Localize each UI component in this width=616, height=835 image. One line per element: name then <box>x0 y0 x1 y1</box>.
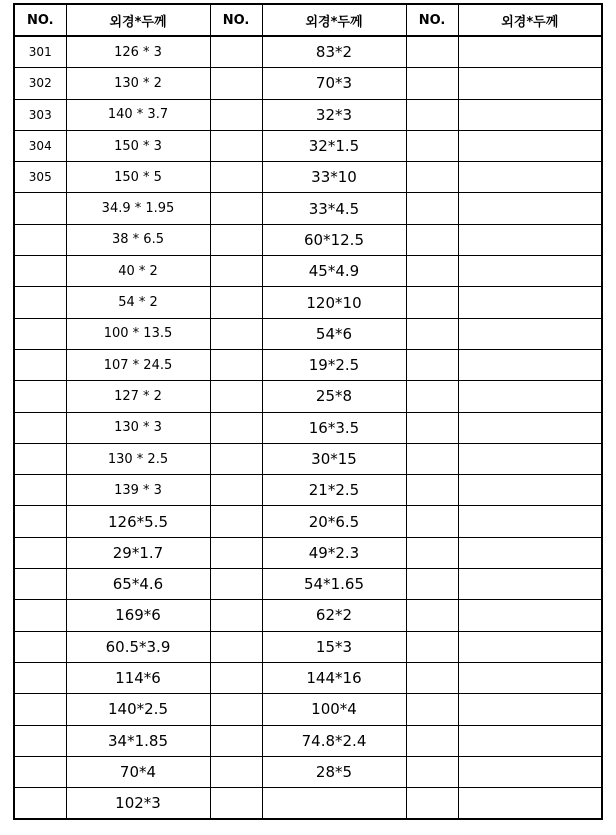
no-cell-2 <box>210 600 262 631</box>
no-cell-2 <box>210 631 262 662</box>
size-cell: 126*5.5 <box>66 506 210 537</box>
size-cell-3 <box>458 537 602 568</box>
size-cell-3 <box>458 381 602 412</box>
table-row <box>14 412 602 443</box>
size-cell-2: 30*15 <box>262 443 406 474</box>
no-cell-2 <box>210 694 262 725</box>
size-cell-2: 49*2.3 <box>262 537 406 568</box>
size-cell-2: 19*2.5 <box>262 349 406 380</box>
table-row <box>14 193 602 224</box>
size-cell: 140 * 3.7 <box>66 99 210 130</box>
size-cell-3 <box>458 99 602 130</box>
no-cell-3 <box>406 694 458 725</box>
table-row <box>14 349 602 380</box>
size-cell-3 <box>458 318 602 349</box>
table-row <box>14 381 602 412</box>
no-cell <box>14 193 66 224</box>
no-cell-2 <box>210 287 262 318</box>
size-cell-3 <box>458 756 602 787</box>
no-cell-3 <box>406 443 458 474</box>
table-row <box>14 224 602 255</box>
size-cell-2: 62*2 <box>262 600 406 631</box>
header-row <box>14 4 602 36</box>
size-cell-3 <box>458 694 602 725</box>
no-cell <box>14 349 66 380</box>
no-cell-3 <box>406 318 458 349</box>
no-cell-3 <box>406 600 458 631</box>
size-cell-2: 21*2.5 <box>262 475 406 506</box>
table-row <box>14 537 602 568</box>
size-cell-3 <box>458 662 602 693</box>
size-cell: 140*2.5 <box>66 694 210 725</box>
table-row <box>14 36 602 68</box>
no-cell <box>14 694 66 725</box>
no-cell-2 <box>210 381 262 412</box>
no-cell-2 <box>210 99 262 130</box>
no-cell: 305 <box>14 162 66 193</box>
size-cell: 34*1.85 <box>66 725 210 756</box>
spec-table-sheet <box>13 3 601 820</box>
size-cell-3 <box>458 475 602 506</box>
table-row <box>14 662 602 693</box>
header-size-2: 외경*두께 <box>262 4 406 36</box>
size-cell: 169*6 <box>66 600 210 631</box>
no-cell: 302 <box>14 68 66 99</box>
no-cell-3 <box>406 99 458 130</box>
table-row <box>14 694 602 725</box>
header-no-1: NO. <box>14 4 66 36</box>
no-cell-3 <box>406 756 458 787</box>
size-cell-2: 32*1.5 <box>262 130 406 161</box>
size-cell: 107 * 24.5 <box>66 349 210 380</box>
no-cell-2 <box>210 68 262 99</box>
size-cell-3 <box>458 631 602 662</box>
no-cell-3 <box>406 381 458 412</box>
table-row <box>14 756 602 787</box>
table-body <box>14 36 602 819</box>
size-cell-3 <box>458 725 602 756</box>
no-cell-3 <box>406 36 458 68</box>
no-cell-2 <box>210 412 262 443</box>
size-cell: 54 * 2 <box>66 287 210 318</box>
no-cell-3 <box>406 287 458 318</box>
size-cell: 38 * 6.5 <box>66 224 210 255</box>
no-cell-3 <box>406 631 458 662</box>
size-cell: 65*4.6 <box>66 569 210 600</box>
size-cell: 130 * 2 <box>66 68 210 99</box>
no-cell-3 <box>406 68 458 99</box>
header-no-3: NO. <box>406 4 458 36</box>
no-cell <box>14 788 66 820</box>
size-cell-2: 144*16 <box>262 662 406 693</box>
size-cell-2: 70*3 <box>262 68 406 99</box>
no-cell-3 <box>406 725 458 756</box>
size-cell-2: 45*4.9 <box>262 256 406 287</box>
table-row <box>14 318 602 349</box>
no-cell <box>14 381 66 412</box>
size-cell: 126 * 3 <box>66 36 210 68</box>
size-cell-3 <box>458 256 602 287</box>
no-cell-3 <box>406 130 458 161</box>
no-cell-3 <box>406 569 458 600</box>
size-cell-2: 74.8*2.4 <box>262 725 406 756</box>
size-cell: 34.9 * 1.95 <box>66 193 210 224</box>
size-cell-3 <box>458 569 602 600</box>
size-cell-2 <box>262 788 406 820</box>
size-cell-2: 120*10 <box>262 287 406 318</box>
size-cell-2: 33*10 <box>262 162 406 193</box>
header-no-2: NO. <box>210 4 262 36</box>
no-cell <box>14 569 66 600</box>
no-cell-3 <box>406 256 458 287</box>
no-cell-2 <box>210 130 262 161</box>
no-cell-3 <box>406 662 458 693</box>
size-cell-3 <box>458 788 602 820</box>
size-cell-3 <box>458 162 602 193</box>
table-row <box>14 725 602 756</box>
spec-table <box>13 3 603 820</box>
no-cell <box>14 256 66 287</box>
size-cell-3 <box>458 600 602 631</box>
table-row <box>14 443 602 474</box>
table-row <box>14 631 602 662</box>
size-cell: 150 * 3 <box>66 130 210 161</box>
no-cell-3 <box>406 349 458 380</box>
no-cell <box>14 725 66 756</box>
no-cell-3 <box>406 162 458 193</box>
no-cell-2 <box>210 756 262 787</box>
no-cell-2 <box>210 788 262 820</box>
no-cell-3 <box>406 475 458 506</box>
size-cell: 102*3 <box>66 788 210 820</box>
table-row <box>14 569 602 600</box>
no-cell-3 <box>406 537 458 568</box>
table-row <box>14 68 602 99</box>
size-cell: 29*1.7 <box>66 537 210 568</box>
no-cell <box>14 412 66 443</box>
no-cell-3 <box>406 788 458 820</box>
no-cell <box>14 318 66 349</box>
size-cell: 60.5*3.9 <box>66 631 210 662</box>
no-cell <box>14 662 66 693</box>
size-cell: 130 * 2.5 <box>66 443 210 474</box>
table-row <box>14 788 602 820</box>
no-cell-2 <box>210 36 262 68</box>
table-row <box>14 256 602 287</box>
no-cell-3 <box>406 193 458 224</box>
table-row <box>14 287 602 318</box>
no-cell-2 <box>210 569 262 600</box>
size-cell-3 <box>458 130 602 161</box>
size-cell-2: 20*6.5 <box>262 506 406 537</box>
no-cell: 303 <box>14 99 66 130</box>
size-cell: 114*6 <box>66 662 210 693</box>
no-cell-2 <box>210 224 262 255</box>
no-cell-3 <box>406 224 458 255</box>
size-cell-2: 83*2 <box>262 36 406 68</box>
no-cell-2 <box>210 475 262 506</box>
size-cell-2: 33*4.5 <box>262 193 406 224</box>
no-cell: 304 <box>14 130 66 161</box>
no-cell <box>14 287 66 318</box>
size-cell-3 <box>458 349 602 380</box>
size-cell-2: 15*3 <box>262 631 406 662</box>
no-cell <box>14 600 66 631</box>
no-cell <box>14 224 66 255</box>
header-size-1: 외경*두께 <box>66 4 210 36</box>
no-cell <box>14 443 66 474</box>
no-cell-2 <box>210 443 262 474</box>
size-cell: 139 * 3 <box>66 475 210 506</box>
size-cell-3 <box>458 506 602 537</box>
size-cell-2: 28*5 <box>262 756 406 787</box>
table-row <box>14 475 602 506</box>
size-cell: 40 * 2 <box>66 256 210 287</box>
header-size-3: 외경*두께 <box>458 4 602 36</box>
no-cell-3 <box>406 506 458 537</box>
size-cell-3 <box>458 68 602 99</box>
no-cell <box>14 475 66 506</box>
no-cell-2 <box>210 506 262 537</box>
size-cell-2: 54*6 <box>262 318 406 349</box>
no-cell-2 <box>210 662 262 693</box>
size-cell: 150 * 5 <box>66 162 210 193</box>
size-cell-3 <box>458 412 602 443</box>
size-cell-3 <box>458 443 602 474</box>
no-cell: 301 <box>14 36 66 68</box>
size-cell: 70*4 <box>66 756 210 787</box>
size-cell-2: 100*4 <box>262 694 406 725</box>
size-cell-3 <box>458 193 602 224</box>
table-row <box>14 600 602 631</box>
size-cell: 127 * 2 <box>66 381 210 412</box>
size-cell: 130 * 3 <box>66 412 210 443</box>
size-cell-3 <box>458 287 602 318</box>
no-cell-2 <box>210 318 262 349</box>
no-cell-2 <box>210 725 262 756</box>
no-cell-3 <box>406 412 458 443</box>
no-cell <box>14 631 66 662</box>
table-row <box>14 162 602 193</box>
table-row <box>14 506 602 537</box>
no-cell-2 <box>210 537 262 568</box>
no-cell-2 <box>210 162 262 193</box>
size-cell-3 <box>458 224 602 255</box>
no-cell-2 <box>210 193 262 224</box>
size-cell-2: 54*1.65 <box>262 569 406 600</box>
table-row <box>14 130 602 161</box>
size-cell: 100 * 13.5 <box>66 318 210 349</box>
no-cell <box>14 537 66 568</box>
no-cell <box>14 756 66 787</box>
table-row <box>14 99 602 130</box>
size-cell-3 <box>458 36 602 68</box>
size-cell-2: 25*8 <box>262 381 406 412</box>
size-cell-2: 16*3.5 <box>262 412 406 443</box>
size-cell-2: 32*3 <box>262 99 406 130</box>
size-cell-2: 60*12.5 <box>262 224 406 255</box>
no-cell-2 <box>210 349 262 380</box>
no-cell <box>14 506 66 537</box>
no-cell-2 <box>210 256 262 287</box>
